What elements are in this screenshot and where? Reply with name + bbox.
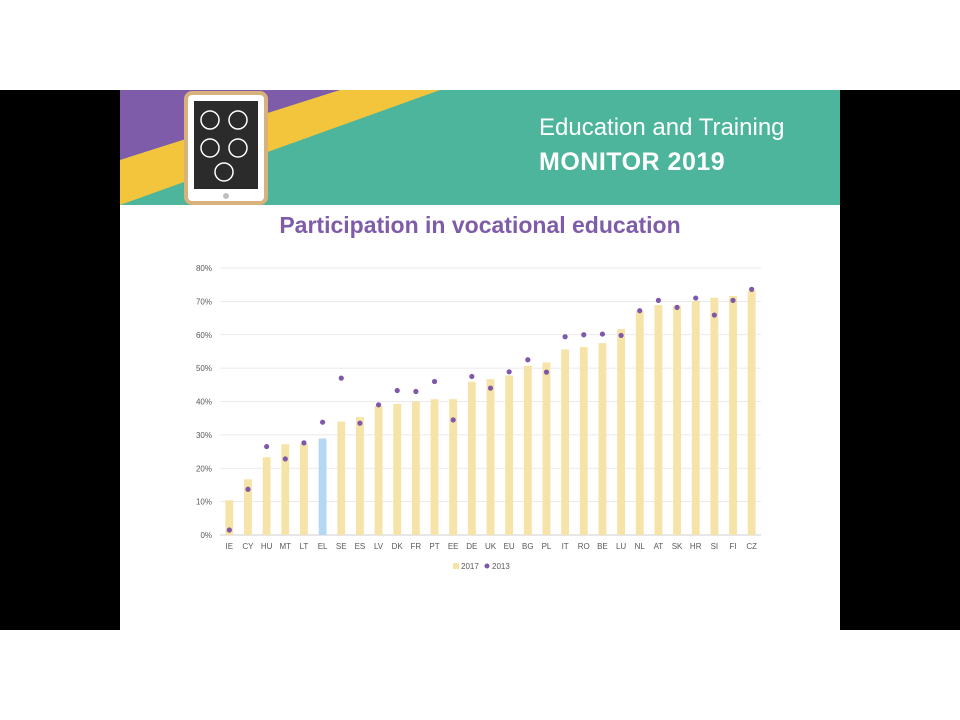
y-tick-label: 30% (195, 430, 212, 440)
bar-2017-EL (319, 439, 327, 535)
dot-2013-PT (432, 379, 437, 384)
x-tick-label-MT: MT (279, 542, 292, 551)
x-tick-label-SI: SI (710, 542, 719, 551)
x-tick-label-LT: LT (299, 542, 309, 551)
dot-2013-BE (600, 331, 605, 336)
dot-2013-IE (227, 527, 232, 532)
bar-2017-LU (617, 329, 625, 535)
bar-2017-FR (412, 402, 420, 536)
bar-2017-CZ (748, 290, 756, 535)
x-tick-label-RO: RO (577, 542, 590, 551)
dot-2013-FI (730, 298, 735, 303)
x-tick-label-EE: EE (447, 542, 459, 551)
bar-chart (120, 90, 840, 630)
bar-2017-IT (561, 349, 569, 535)
x-tick-label-BG: BG (522, 542, 534, 551)
x-tick-label-EU: EU (503, 542, 515, 551)
presentation-slide (120, 90, 840, 630)
x-tick-label-PT: PT (429, 542, 440, 551)
chart-legend (453, 562, 510, 571)
bar-2017-FI (729, 296, 737, 535)
x-tick-label-SK: SK (671, 542, 683, 551)
y-tick-label: 0% (200, 531, 212, 540)
dot-2013-NL (637, 308, 642, 313)
bar-2017-EU (505, 375, 513, 535)
dot-2013-SI (712, 312, 717, 317)
dot-2013-EL (320, 420, 325, 425)
y-tick-label: 50% (195, 364, 212, 374)
dot-2013-HU (264, 444, 269, 449)
dot-2013-LV (376, 402, 381, 407)
bar-2017-PL (543, 362, 551, 535)
bar-2017-SI (710, 298, 718, 535)
bar-2017-NL (636, 311, 644, 535)
dot-2013-RO (581, 332, 586, 337)
dot-2013-LT (301, 440, 306, 445)
bar-2017-ES (356, 417, 364, 535)
bar-2017-DE (468, 382, 476, 535)
x-tick-label-ES: ES (354, 542, 366, 551)
dot-2013-LU (618, 333, 623, 338)
bar-2017-SE (337, 422, 345, 535)
y-tick-label: 20% (195, 464, 212, 474)
dot-2013-EE (451, 417, 456, 422)
x-tick-label-IT: IT (561, 542, 569, 551)
bar-2017-HR (692, 301, 700, 535)
legend-label-2017: 2017 (461, 562, 479, 571)
x-tick-label-FI: FI (729, 542, 737, 551)
y-tick-label: 70% (195, 297, 212, 307)
bar-2017-DK (393, 404, 401, 535)
bar-2017-RO (580, 347, 588, 535)
bar-2017-BG (524, 366, 532, 535)
dot-2013-HR (693, 295, 698, 300)
dot-2013-SK (674, 305, 679, 310)
x-tick-label-CZ: CZ (746, 542, 758, 551)
legend-swatch-2013 (485, 564, 490, 569)
x-tick-label-EL: EL (317, 542, 328, 551)
x-tick-label-NL: NL (634, 542, 645, 551)
bar-2017-SK (673, 305, 681, 535)
dot-2013-EU (507, 369, 512, 374)
dot-2013-CY (245, 487, 250, 492)
legend-swatch-2017 (453, 563, 459, 569)
dot-2013-CZ (749, 287, 754, 292)
y-tick-label: 10% (195, 497, 212, 507)
x-tick-label-SE: SE (335, 542, 347, 551)
dot-2013-IT (563, 334, 568, 339)
bar-2017-LV (375, 406, 383, 535)
x-tick-label-LV: LV (373, 542, 384, 551)
x-tick-label-HR: HR (689, 542, 702, 551)
x-tick-label-DE: DE (466, 542, 478, 551)
x-tick-label-FR: FR (410, 542, 422, 551)
x-tick-label-DK: DK (391, 542, 403, 551)
y-tick-label: 60% (195, 330, 212, 340)
series-2017-bars (225, 290, 755, 535)
x-tick-label-IE: IE (225, 542, 234, 551)
bar-2017-HU (263, 457, 271, 535)
bar-2017-LT (300, 444, 308, 535)
y-tick-label: 80% (195, 264, 212, 273)
dot-2013-DE (469, 374, 474, 379)
x-tick-label-AT: AT (653, 542, 664, 551)
slide-title: Participation in vocational education (279, 212, 681, 238)
x-tick-label-BE: BE (597, 542, 608, 551)
banner-subtitle: Education and Training (539, 114, 785, 141)
x-tick-label-PL: PL (541, 542, 552, 551)
dot-2013-AT (656, 298, 661, 303)
y-tick-label: 40% (195, 397, 212, 407)
dot-2013-BG (525, 357, 530, 362)
banner-title: MONITOR 2019 (539, 148, 726, 176)
x-axis-tick-labels (226, 542, 758, 551)
dot-2013-UK (488, 386, 493, 391)
x-tick-label-CY: CY (242, 542, 254, 551)
bar-2017-BE (599, 343, 607, 535)
dot-2013-MT (283, 456, 288, 461)
x-tick-label-HU: HU (260, 542, 273, 551)
bar-2017-AT (654, 305, 662, 535)
dot-2013-DK (395, 388, 400, 393)
y-axis-tick-labels (196, 264, 212, 540)
legend-label-2013: 2013 (492, 562, 510, 571)
bar-2017-UK (487, 379, 495, 535)
bar-2017-PT (431, 399, 439, 535)
x-tick-label-UK: UK (484, 542, 497, 551)
dot-2013-FR (413, 389, 418, 394)
dot-2013-ES (357, 421, 362, 426)
x-tick-label-LU: LU (615, 542, 627, 551)
dot-2013-PL (544, 370, 549, 375)
dot-2013-SE (339, 376, 344, 381)
